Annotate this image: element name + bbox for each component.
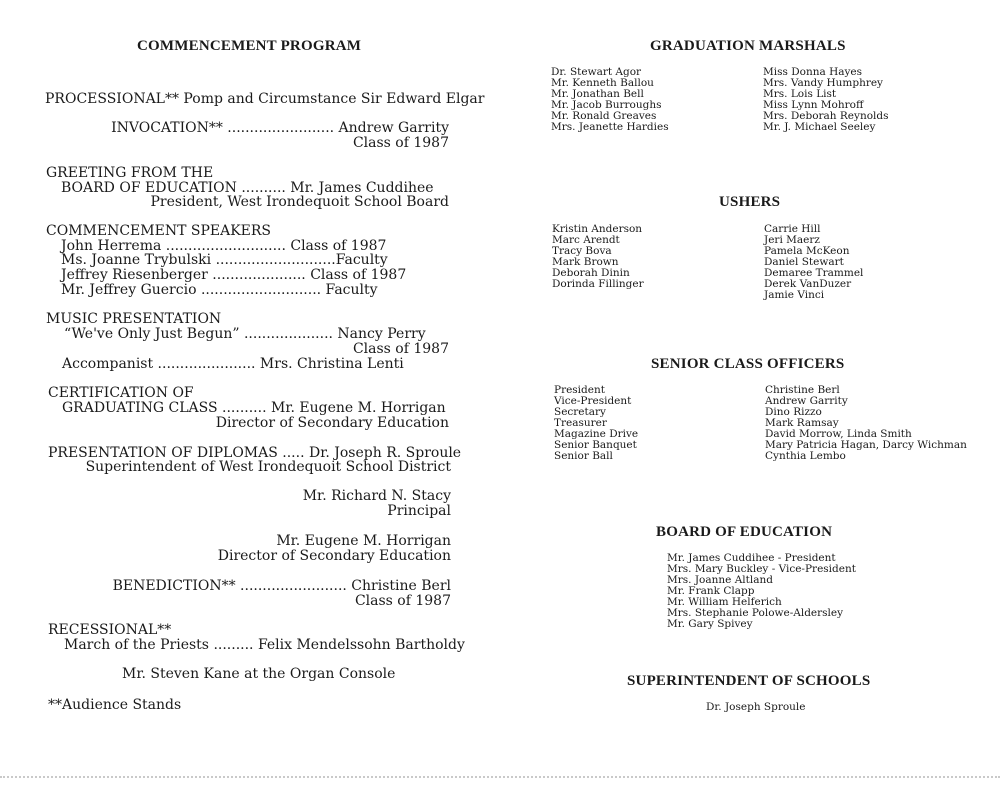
officer-name: Dino Rizzo [765, 406, 822, 418]
list-item: Mr. Kenneth Ballou [551, 77, 654, 89]
officers-roles [554, 385, 638, 462]
principal-title: Principal [387, 503, 451, 519]
list-item: Pamela McKeon [764, 245, 850, 257]
scan-edge [0, 776, 1000, 778]
list-item: Miss Donna Hayes [763, 66, 863, 78]
diplomas-line2: Superintendent of West Irondequoit School District [85, 459, 451, 475]
greeting-line1: GREETING FROM THE [46, 165, 214, 181]
marshals-col1 [551, 67, 669, 133]
superintendent-name: Dr. Joseph Sproule [706, 701, 806, 713]
list-item: Mr. Jonathan Bell [551, 88, 644, 100]
officer-role: Senior Banquet [554, 439, 637, 451]
board-members [667, 553, 856, 630]
list-item: Jamie Vinci [764, 289, 825, 301]
invocation-sub: Class of 1987 [352, 135, 449, 151]
list-item: Mr. Jacob Burroughs [551, 99, 662, 111]
board-member: Mr. William Helferich [667, 596, 782, 608]
diplomas-line1: PRESENTATION OF DIPLOMAS ..... Dr. Joseph R. Sproule [48, 445, 462, 461]
footnote: **Audience Stands [48, 697, 182, 713]
greeting-line2: BOARD OF EDUCATION .......... Mr. James Cuddihee [61, 180, 434, 196]
list-item: Jeri Maerz [764, 234, 820, 246]
benediction-sub: Class of 1987 [354, 593, 451, 609]
officer-name: Andrew Garrity [765, 395, 848, 407]
board-member: Mrs. Mary Buckley - Vice-President [667, 563, 856, 575]
superintendent-title: SUPERINTENDENT OF SCHOOLS [627, 673, 871, 689]
benediction-line: BENEDICTION** ........................ Christine Berl [112, 578, 451, 594]
music-song: “We've Only Just Begun” .................... Nancy Perry [64, 326, 426, 342]
music-song-sub: Class of 1987 [352, 341, 449, 357]
certification-line2: GRADUATING CLASS .......... Mr. Eugene M. Horrigan [62, 400, 446, 416]
officers-title: SENIOR CLASS OFFICERS [651, 356, 845, 372]
list-item: Deborah Dinin [552, 267, 630, 279]
board-member: Mr. James Cuddihee - President [667, 552, 836, 564]
speakers-heading: COMMENCEMENT SPEAKERS [46, 223, 272, 239]
greeting-line3: President, West Irondequoit School Board [150, 194, 449, 210]
list-item: Marc Arendt [552, 234, 620, 246]
list-item: Kristin Anderson [552, 223, 643, 235]
officer-role: Treasurer [554, 417, 607, 429]
list-item: Mrs. Vandy Humphrey [763, 77, 883, 89]
list-item: Daniel Stewart [764, 256, 844, 268]
list-item: Mrs. Lois List [763, 88, 837, 100]
board-member: Mr. Frank Clapp [667, 585, 755, 597]
speaker-item: John Herrema ........................... Class of 1987 [61, 238, 387, 254]
officers-names [765, 385, 967, 462]
officer-role: President [554, 384, 605, 396]
officer-role: Magazine Drive [554, 428, 639, 440]
officer-role: Secretary [554, 406, 606, 418]
marshals-col2 [763, 67, 889, 133]
speaker-item: Ms. Joanne Trybulski ...........................Faculty [61, 252, 388, 268]
principal-name: Mr. Richard N. Stacy [302, 488, 451, 504]
officer-role: Senior Ball [554, 450, 613, 462]
list-item: Mrs. Deborah Reynolds [763, 110, 889, 122]
marshals-title: GRADUATION MARSHALS [650, 38, 846, 54]
director-name: Mr. Eugene M. Horrigan [276, 533, 451, 549]
ushers-col2 [764, 224, 863, 301]
ushers-title: USHERS [719, 194, 781, 210]
speaker-item: Mr. Jeffrey Guercio ........................... Faculty [61, 282, 378, 298]
list-item: Dorinda Fillinger [552, 278, 644, 290]
recessional-line2: March of the Priests ......... Felix Mendelssohn Bartholdy [64, 637, 465, 653]
commencement-program-title: COMMENCEMENT PROGRAM [137, 38, 362, 54]
list-item: Dr. Stewart Agor [551, 66, 642, 78]
officer-role: Vice-President [554, 395, 632, 407]
invocation-line: INVOCATION** ........................ Andrew Garrity [111, 120, 449, 136]
officer-name: Cynthia Lembo [765, 450, 846, 462]
director-title: Director of Secondary Education [217, 548, 451, 564]
accompanist-line: Accompanist ...................... Mrs. Christina Lenti [62, 356, 404, 372]
certification-line3: Director of Secondary Education [215, 415, 449, 431]
recessional-line1: RECESSIONAL** [48, 622, 172, 638]
officer-name: Mark Ramsay [765, 417, 839, 429]
officer-name: Christine Berl [765, 384, 840, 396]
music-heading: MUSIC PRESENTATION [46, 311, 222, 327]
ushers-col1 [552, 224, 644, 290]
speaker-item: Jeffrey Riesenberger ..................... Class of 1987 [61, 267, 407, 283]
list-item: Demaree Trammel [764, 267, 864, 279]
officer-name: David Morrow, Linda Smith [765, 428, 912, 440]
list-item: Mr. J. Michael Seeley [763, 121, 876, 133]
board-title: BOARD OF EDUCATION [656, 524, 833, 540]
list-item: Tracy Bova [552, 245, 612, 257]
list-item: Carrie Hill [764, 223, 821, 235]
board-member: Mrs. Joanne Altland [667, 574, 773, 586]
certification-line1: CERTIFICATION OF [48, 385, 194, 401]
list-item: Mr. Ronald Greaves [551, 110, 657, 122]
list-item: Miss Lynn Mohroff [763, 99, 864, 111]
board-member: Mrs. Stephanie Polowe-Aldersley [667, 607, 844, 619]
list-item: Mark Brown [552, 256, 619, 268]
organ-line: Mr. Steven Kane at the Organ Console [122, 666, 396, 682]
list-item: Mrs. Jeanette Hardies [551, 121, 669, 133]
processional-line: PROCESSIONAL** Pomp and Circumstance Sir Edward Elgar [45, 91, 485, 107]
board-member: Mr. Gary Spivey [667, 618, 753, 630]
list-item: Derek VanDuzer [764, 278, 852, 290]
officer-name: Mary Patricia Hagan, Darcy Wichman [765, 439, 967, 451]
